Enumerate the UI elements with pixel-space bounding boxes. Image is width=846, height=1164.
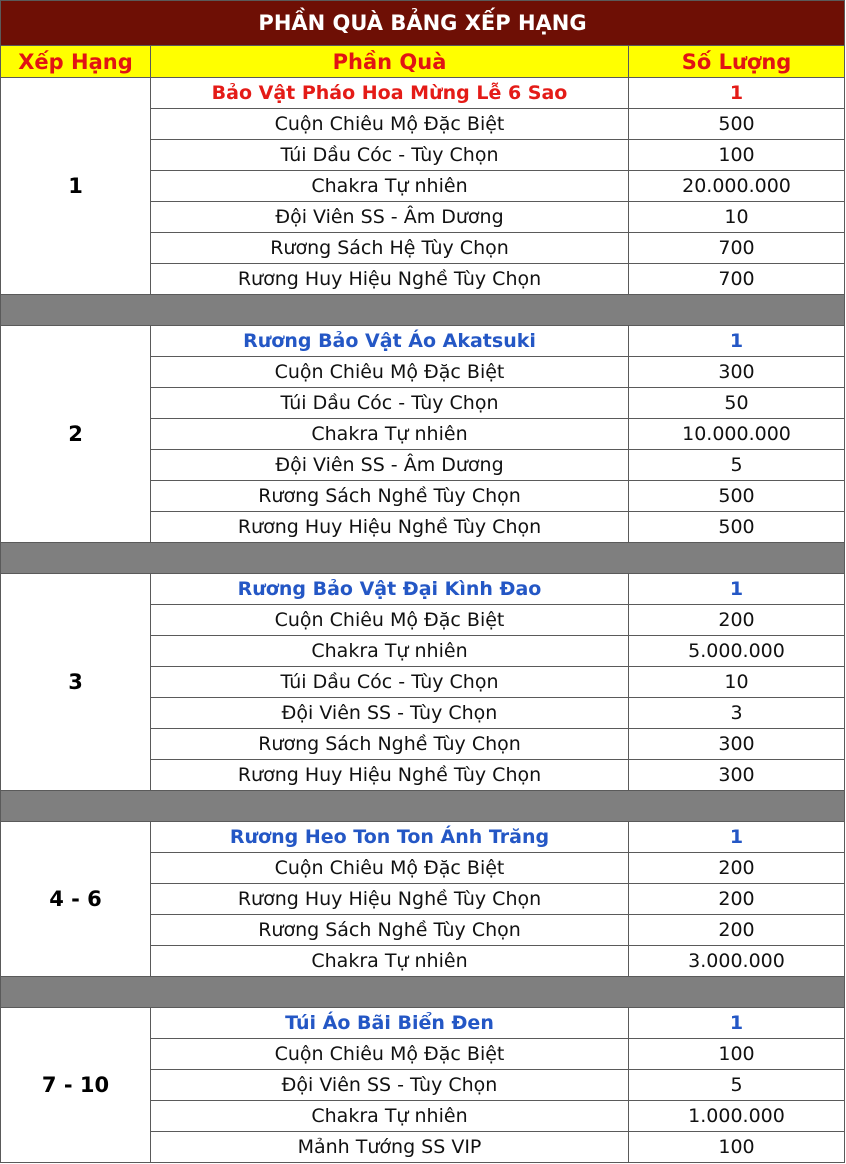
reward-name: Mảnh Tướng SS VIP — [151, 1132, 629, 1163]
reward-name: Túi Dầu Cóc - Tùy Chọn — [151, 667, 629, 698]
featured-reward-quantity: 1 — [629, 1008, 845, 1039]
reward-quantity: 100 — [629, 1132, 845, 1163]
reward-quantity: 200 — [629, 853, 845, 884]
table-body — [1, 78, 845, 1163]
reward-name: Đội Viên SS - Âm Dương — [151, 450, 629, 481]
reward-quantity: 300 — [629, 729, 845, 760]
reward-name: Túi Dầu Cóc - Tùy Chọn — [151, 388, 629, 419]
reward-name: Túi Dầu Cóc - Tùy Chọn — [151, 140, 629, 171]
reward-quantity: 1.000.000 — [629, 1101, 845, 1132]
reward-name: Cuộn Chiêu Mộ Đặc Biệt — [151, 109, 629, 140]
reward-group-row — [1, 1008, 845, 1039]
reward-name: Đội Viên SS - Tùy Chọn — [151, 1070, 629, 1101]
reward-quantity: 10 — [629, 667, 845, 698]
reward-quantity: 100 — [629, 140, 845, 171]
reward-name: Chakra Tự nhiên — [151, 171, 629, 202]
reward-name: Cuộn Chiêu Mộ Đặc Biệt — [151, 853, 629, 884]
reward-group-row — [1, 574, 845, 605]
featured-reward-name: Bảo Vật Pháo Hoa Mừng Lễ 6 Sao — [151, 78, 629, 109]
reward-name: Đội Viên SS - Tùy Chọn — [151, 698, 629, 729]
reward-name: Rương Huy Hiệu Nghề Tùy Chọn — [151, 264, 629, 295]
separator-cell — [1, 791, 845, 822]
featured-reward-name: Rương Heo Ton Ton Ánh Trăng — [151, 822, 629, 853]
reward-quantity: 200 — [629, 605, 845, 636]
reward-name: Rương Huy Hiệu Nghề Tùy Chọn — [151, 760, 629, 791]
reward-quantity: 3 — [629, 698, 845, 729]
reward-name: Rương Sách Hệ Tùy Chọn — [151, 233, 629, 264]
reward-quantity: 5 — [629, 450, 845, 481]
reward-name: Rương Huy Hiệu Nghề Tùy Chọn — [151, 884, 629, 915]
group-separator — [1, 791, 845, 822]
reward-name: Chakra Tự nhiên — [151, 946, 629, 977]
reward-quantity: 100 — [629, 1039, 845, 1070]
reward-name: Rương Sách Nghề Tùy Chọn — [151, 481, 629, 512]
reward-name: Rương Sách Nghề Tùy Chọn — [151, 729, 629, 760]
rank-cell: 2 — [1, 326, 151, 543]
header-quantity: Số Lượng — [629, 46, 845, 78]
separator-cell — [1, 543, 845, 574]
reward-quantity: 50 — [629, 388, 845, 419]
reward-quantity: 3.000.000 — [629, 946, 845, 977]
reward-quantity: 500 — [629, 481, 845, 512]
reward-name: Chakra Tự nhiên — [151, 1101, 629, 1132]
reward-name: Đội Viên SS - Âm Dương — [151, 202, 629, 233]
rank-cell: 7 - 10 — [1, 1008, 151, 1163]
featured-reward-quantity: 1 — [629, 78, 845, 109]
featured-reward-quantity: 1 — [629, 822, 845, 853]
reward-group-row — [1, 822, 845, 853]
group-separator — [1, 295, 845, 326]
reward-quantity: 500 — [629, 109, 845, 140]
featured-reward-quantity: 1 — [629, 574, 845, 605]
reward-quantity: 200 — [629, 884, 845, 915]
reward-name: Chakra Tự nhiên — [151, 636, 629, 667]
table-title: PHẦN QUÀ BẢNG XẾP HẠNG — [1, 1, 845, 46]
reward-name: Cuộn Chiêu Mộ Đặc Biệt — [151, 605, 629, 636]
separator-cell — [1, 295, 845, 326]
reward-quantity: 20.000.000 — [629, 171, 845, 202]
reward-name: Cuộn Chiêu Mộ Đặc Biệt — [151, 1039, 629, 1070]
separator-cell — [1, 977, 845, 1008]
rank-cell: 1 — [1, 78, 151, 295]
header-rank: Xếp Hạng — [1, 46, 151, 78]
reward-group-row — [1, 78, 845, 109]
reward-quantity: 5 — [629, 1070, 845, 1101]
reward-name: Rương Huy Hiệu Nghề Tùy Chọn — [151, 512, 629, 543]
reward-quantity: 500 — [629, 512, 845, 543]
featured-reward-quantity: 1 — [629, 326, 845, 357]
group-separator — [1, 543, 845, 574]
reward-quantity: 5.000.000 — [629, 636, 845, 667]
featured-reward-name: Túi Áo Bãi Biển Đen — [151, 1008, 629, 1039]
reward-quantity: 10.000.000 — [629, 419, 845, 450]
header-reward: Phần Quà — [151, 46, 629, 78]
reward-quantity: 10 — [629, 202, 845, 233]
reward-quantity: 300 — [629, 357, 845, 388]
featured-reward-name: Rương Bảo Vật Đại Kình Đao — [151, 574, 629, 605]
table-header-row — [1, 46, 845, 78]
featured-reward-name: Rương Bảo Vật Áo Akatsuki — [151, 326, 629, 357]
reward-name: Chakra Tự nhiên — [151, 419, 629, 450]
reward-quantity: 700 — [629, 264, 845, 295]
reward-name: Rương Sách Nghề Tùy Chọn — [151, 915, 629, 946]
reward-group-row — [1, 326, 845, 357]
reward-quantity: 200 — [629, 915, 845, 946]
reward-quantity: 300 — [629, 760, 845, 791]
rank-cell: 3 — [1, 574, 151, 791]
rank-cell: 4 - 6 — [1, 822, 151, 977]
reward-name: Cuộn Chiêu Mộ Đặc Biệt — [151, 357, 629, 388]
group-separator — [1, 977, 845, 1008]
reward-quantity: 700 — [629, 233, 845, 264]
table-title-row — [1, 1, 845, 46]
